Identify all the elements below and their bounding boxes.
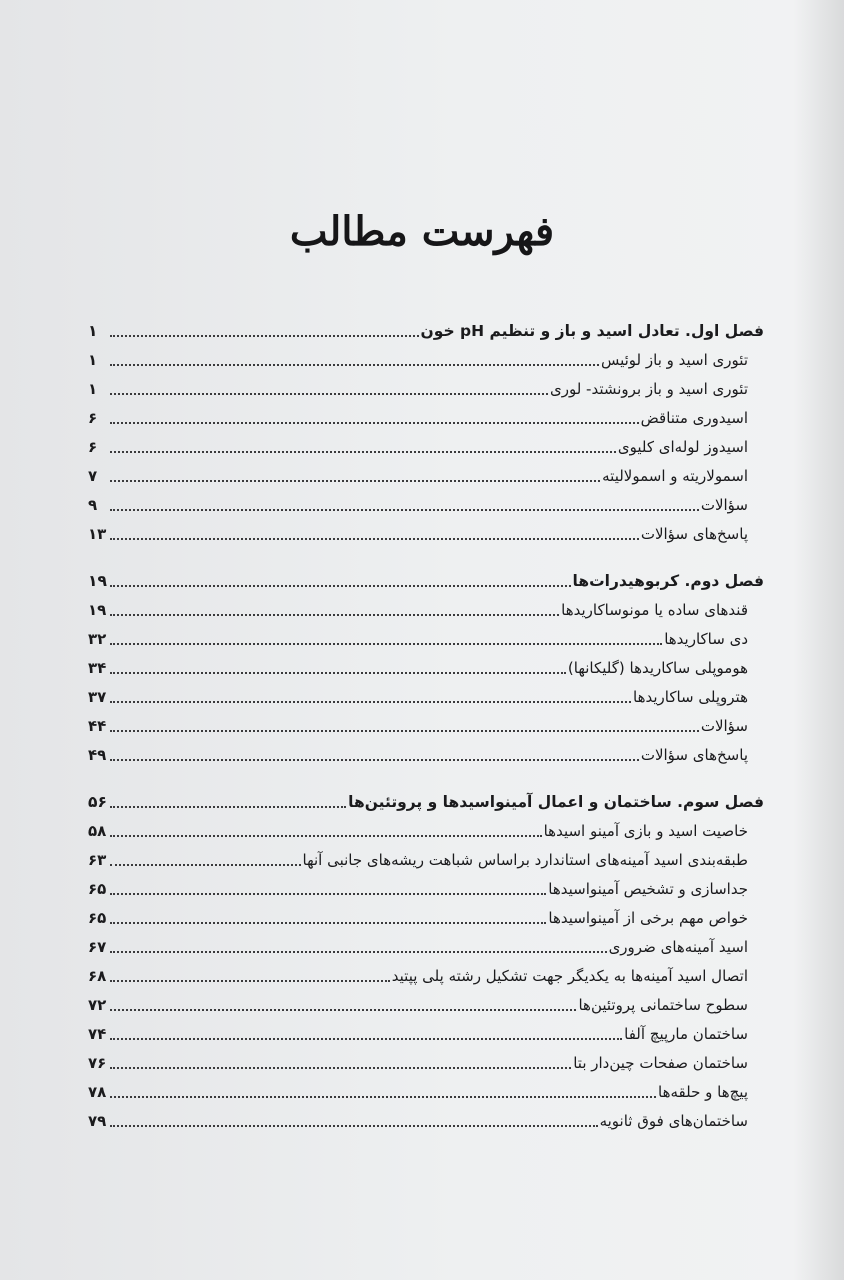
dot-leader [110, 1067, 571, 1069]
toc-entry-label: هوموپلی ساکاریدها (گلیکانها) [567, 659, 748, 677]
dot-leader [110, 672, 566, 674]
page-number: ۶۷ [88, 938, 107, 956]
toc-entry-label: ساختمان مارپیچ آلفا [624, 1025, 748, 1043]
dot-leader [110, 614, 559, 616]
chapter-section [88, 562, 764, 765]
toc-entry-label: پاسخ‌های سؤالات [640, 525, 748, 543]
dot-leader [110, 364, 599, 366]
chapter-heading: فصل سوم. ساختمان و اعمال آمینواسیدها و پروتئین‌ها [348, 793, 764, 811]
page-number: ۷۴ [88, 1025, 107, 1043]
page-number: ۶۳ [88, 851, 107, 869]
page-number: ۶۵ [88, 880, 107, 898]
toc-entry-label: اسید آمینه‌های ضروری [608, 938, 748, 956]
page-number: ۶ [88, 438, 98, 456]
page-number: ۳۴ [88, 659, 107, 677]
toc-entry[interactable] [88, 899, 764, 928]
dot-leader [110, 922, 546, 924]
toc-entry-label: هتروپلی ساکاریدها [633, 688, 748, 706]
toc-entry[interactable] [88, 736, 764, 765]
toc-entry-label: اسمولاریته و اسمولالیته [602, 467, 748, 485]
toc-entry-label: اسیدوز لوله‌ای کلیوی [617, 438, 748, 456]
toc-entry[interactable] [88, 620, 764, 649]
page-number: ۹ [88, 496, 98, 514]
dot-leader [110, 1009, 576, 1011]
dot-leader [110, 509, 699, 511]
toc-entry-label: ساختمان‌های فوق ثانویه [599, 1112, 748, 1130]
page-number: ۶۵ [88, 909, 107, 927]
page-number: ۴۹ [88, 746, 107, 764]
chapter-section [88, 312, 764, 544]
toc-entry[interactable] [88, 1044, 764, 1073]
toc-entry[interactable] [88, 649, 764, 678]
chapter-section [88, 783, 764, 1131]
dot-leader [110, 451, 616, 453]
page-number: ۱ [88, 380, 98, 398]
toc-entry[interactable] [88, 1102, 764, 1131]
dot-leader [110, 893, 546, 895]
page-number: ۷۲ [88, 996, 107, 1014]
toc-entry-label: اتصال اسید آمینه‌ها به یکدیگر جهت تشکیل رشته پلی پپتید [391, 967, 748, 985]
toc-entry[interactable] [88, 812, 764, 841]
toc-entry[interactable] [88, 678, 764, 707]
dot-leader [110, 538, 639, 540]
chapter-heading: فصل اول. تعادل اسید و باز و تنظیم pH خون [420, 322, 764, 340]
page-title: فهرست مطالب [289, 208, 555, 255]
page-number: ۳۷ [88, 688, 107, 706]
toc-entry-label: قندهای ساده یا مونوساکاریدها [561, 601, 748, 619]
dot-leader [110, 806, 346, 808]
toc-entry-label: تئوری اسید و باز لوئیس [600, 351, 748, 369]
page-number: ۵۶ [88, 793, 107, 811]
toc-entry[interactable] [88, 870, 764, 899]
dot-leader [110, 585, 571, 587]
toc-entry-label: پاسخ‌های سؤالات [640, 746, 748, 764]
toc-entry-label: خاصیت اسید و بازی آمینو اسیدها [543, 822, 748, 840]
chapter-heading-row[interactable] [88, 312, 764, 341]
page-number: ۷۶ [88, 1054, 107, 1072]
toc-entry[interactable] [88, 399, 764, 428]
toc-entry[interactable] [88, 486, 764, 515]
page-number: ۵۸ [88, 822, 107, 840]
toc-entry-label: پیچ‌ها و حلقه‌ها [658, 1083, 748, 1101]
dot-leader [110, 480, 600, 482]
page-number: ۶ [88, 409, 98, 427]
toc-entry[interactable] [88, 957, 764, 986]
toc-entry-label: تئوری اسید و باز برونشتد- لوری [549, 380, 748, 398]
dot-leader [110, 701, 631, 703]
toc-entry[interactable] [88, 457, 764, 486]
dot-leader [110, 730, 699, 732]
toc-entry[interactable] [88, 986, 764, 1015]
toc-entry-label: سؤالات [700, 496, 748, 514]
toc-entry-label: خواص مهم برخی از آمینواسیدها [548, 909, 748, 927]
dot-leader [110, 980, 390, 982]
dot-leader [110, 422, 639, 424]
page-number: ۷ [88, 467, 98, 485]
page-number: ۷۹ [88, 1112, 107, 1130]
page-number: ۴۴ [88, 717, 107, 735]
dot-leader [110, 393, 548, 395]
toc-entry[interactable] [88, 841, 764, 870]
toc-entry-label: طبقه‌بندی اسید آمینه‌های استاندارد براساس شباهت ریشه‌های جانبی آنها [302, 851, 748, 869]
dot-leader [110, 1038, 622, 1040]
chapter-heading-row[interactable] [88, 783, 764, 812]
page-number: ۱۳ [88, 525, 107, 543]
toc-entry-label: دی ساکاریدها [664, 630, 748, 648]
table-of-contents [88, 312, 764, 1149]
toc-entry-label: ساختمان صفحات چین‌دار بتا [573, 1054, 748, 1072]
toc-entry[interactable] [88, 928, 764, 957]
page-number: ۳۲ [88, 630, 107, 648]
toc-entry[interactable] [88, 428, 764, 457]
toc-entry[interactable] [88, 591, 764, 620]
dot-leader [110, 951, 607, 953]
toc-entry[interactable] [88, 341, 764, 370]
dot-leader [110, 1125, 598, 1127]
page-number: ۷۸ [88, 1083, 107, 1101]
toc-entry-label: اسیدوری متناقض [640, 409, 748, 427]
page-number: ۱ [88, 322, 98, 340]
toc-entry[interactable] [88, 1073, 764, 1102]
page-number: ۱۹ [88, 572, 107, 590]
toc-entry-label: سطوح ساختمانی پروتئین‌ها [578, 996, 748, 1014]
page-number: ۱۹ [88, 601, 107, 619]
dot-leader [110, 864, 301, 866]
dot-leader [110, 759, 639, 761]
page-number: ۶۸ [88, 967, 107, 985]
dot-leader [110, 835, 542, 837]
dot-leader [110, 643, 662, 645]
dot-leader [110, 335, 419, 337]
chapter-heading: فصل دوم. کربوهیدرات‌ها [572, 572, 764, 590]
toc-entry[interactable] [88, 515, 764, 544]
page-number: ۱ [88, 351, 98, 369]
chapter-heading-row[interactable] [88, 562, 764, 591]
toc-entry-label: جداسازی و تشخیص آمینواسیدها [548, 880, 748, 898]
toc-entry-label: سؤالات [700, 717, 748, 735]
toc-entry[interactable] [88, 370, 764, 399]
toc-entry[interactable] [88, 707, 764, 736]
dot-leader [110, 1096, 656, 1098]
toc-entry[interactable] [88, 1015, 764, 1044]
